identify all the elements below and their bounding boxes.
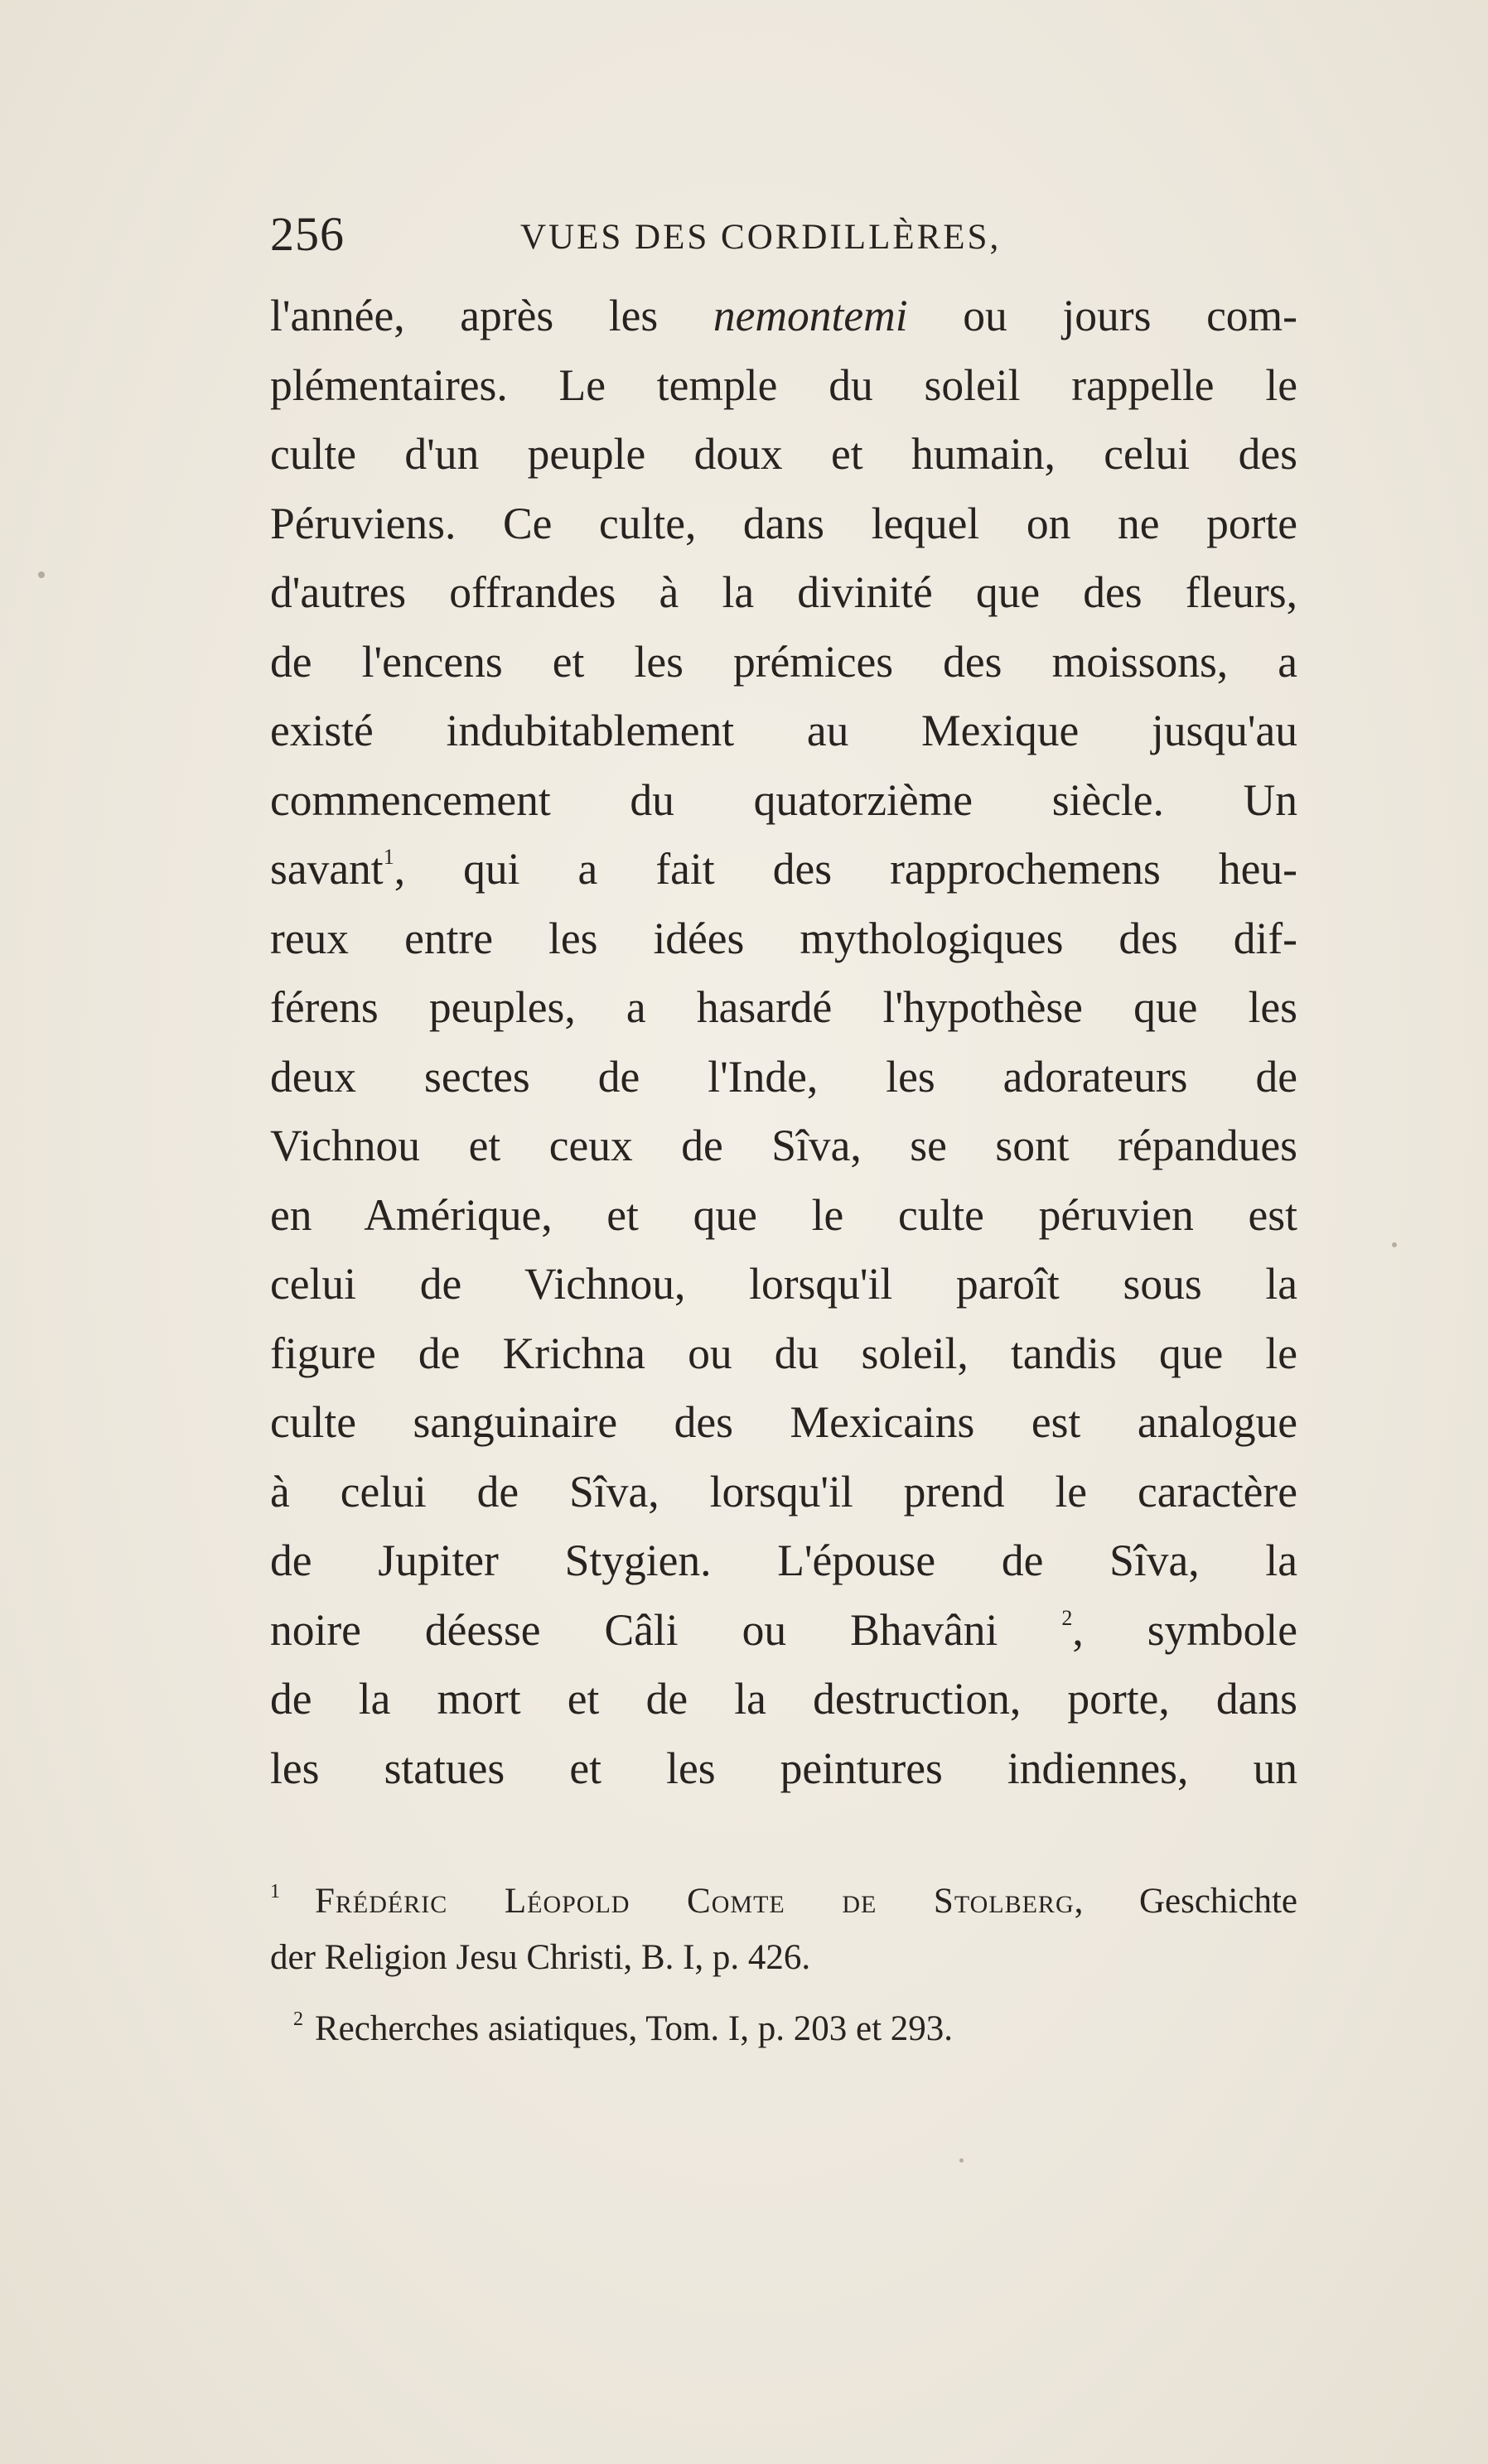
text-line: culte d'un peuple doux et humain, celui des (270, 429, 1297, 479)
text-line: celui de Vichnou, lorsqu'il paroît sous la (270, 1259, 1297, 1309)
text-line: noire déesse Câli ou Bhavâni $^2$, symbole (270, 1604, 1297, 1655)
text-line: deux sectes de l'Inde, les adorateurs de (270, 1051, 1297, 1102)
paper-speck (959, 2158, 964, 2163)
text-line: savant$^1$, qui a fait des rapprochemens heu- (270, 844, 1297, 894)
text-line: à celui de Sîva, lorsqu'il prend le caractère (270, 1466, 1297, 1516)
footnote-2: 2 Recherches asiatiques, Tom. I, p. 203 et 293. (293, 2008, 954, 2048)
text-line: d'autres offrandes à la divinité que des fleurs, (270, 567, 1297, 617)
running-title: VUES DES CORDILLÈRES, (520, 218, 1002, 257)
footnote-author: Frédéric Léopold Comte de Stolberg (315, 1882, 1075, 1921)
page-header (270, 205, 1297, 263)
text-line: les statues et les peintures indiennes, un (270, 1743, 1297, 1793)
text-line: Péruviens. Ce culte, dans lequel on ne porte (270, 498, 1297, 548)
text-line: de l'encens et les prémices des moissons, a (270, 636, 1297, 687)
text-line: commencement du quatorzième siècle. Un (270, 774, 1297, 825)
footnotes (270, 1873, 1297, 2057)
text-line: en Amérique, et que le culte péruvien est (270, 1189, 1297, 1240)
text-line: de Jupiter Stygien. L'épouse de Sîva, la (270, 1536, 1297, 1585)
text-line: reux entre les idées mythologiques des dif- (270, 913, 1297, 963)
text-line: culte sanguinaire des Mexicains est analogue (270, 1397, 1297, 1447)
paper-speck (1392, 1242, 1397, 1247)
footnote-text: Recherches asiatiques, Tom. I, p. 203 et 293. (315, 2009, 954, 2048)
text-line: existé indubitablement au Mexique jusqu'au (270, 706, 1297, 755)
text-line: férens peuples, a hasardé l'hypothèse que les (270, 982, 1297, 1032)
text-line: figure de Krichna ou du soleil, tandis que le (270, 1328, 1297, 1378)
text-line: de la mort et de la destruction, porte, dans (270, 1674, 1297, 1724)
paper-speck (38, 571, 45, 578)
body-text (270, 282, 1297, 1803)
text-line: Vichnou et ceux de Sîva, se sont répandues (270, 1121, 1297, 1170)
footnote-ref-2[interactable]: 2 (1061, 1605, 1073, 1630)
footnote-1: 1 Frédéric Léopold Comte de Stolberg, Geschichte der Religion Jesu Christi, B. I, p. 426. (270, 1873, 1297, 1986)
text-line: l'année, après les nemontemi ou jours com- (270, 291, 1297, 340)
footnote-continuation: der Religion Jesu Christi, B. I, p. 426. (270, 1938, 811, 1977)
page-number: 256 (270, 207, 345, 261)
footnote-ref-1[interactable]: 1 (383, 845, 394, 869)
text-line: plémentaires. Le temple du soleil rappelle le (270, 359, 1297, 410)
